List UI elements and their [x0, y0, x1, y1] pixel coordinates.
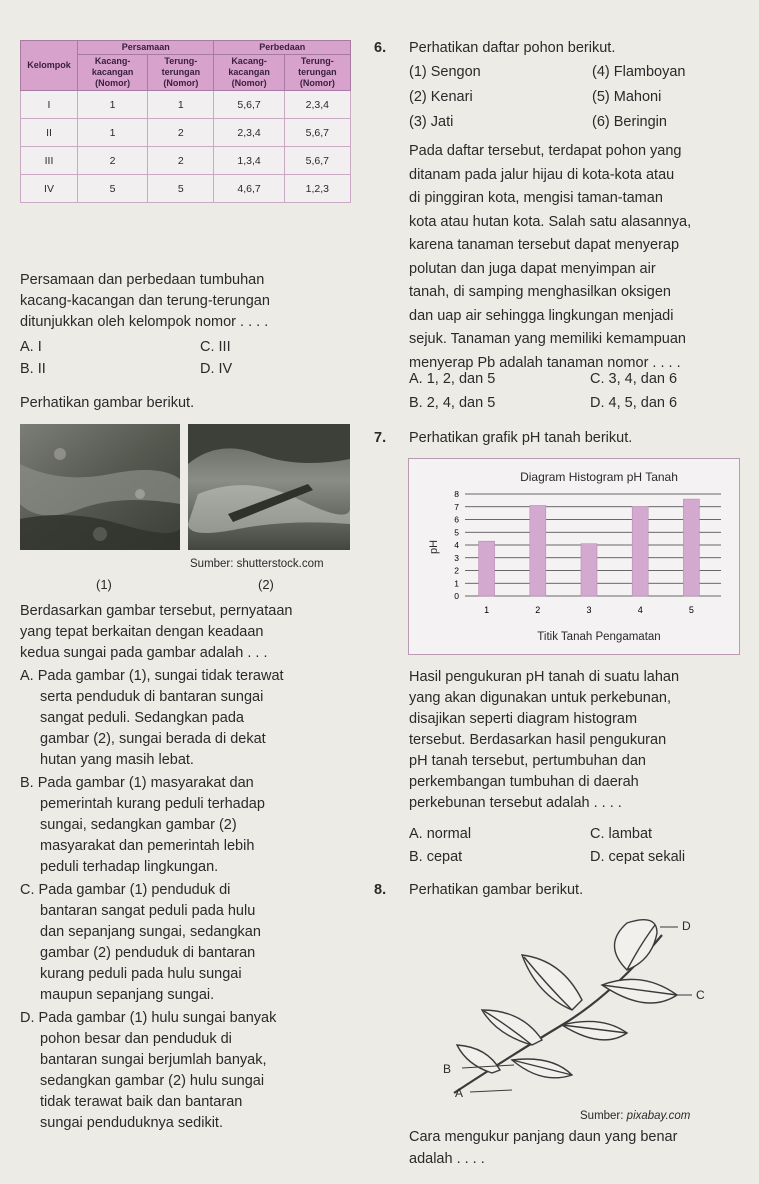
leaf — [615, 920, 658, 970]
river-photo-2 — [188, 424, 350, 550]
col-persamaan: Persamaan — [78, 41, 214, 55]
x-tick-label: 4 — [637, 605, 643, 615]
bar-3 — [581, 544, 597, 596]
rivers-option-a[interactable]: A. Pada gambar (1), sungai tidak terawat serta penduduk di bantaran sungai sangat peduli. Sedangkan pada gambar (2), sungai berada di dekat hutan yang masih lebat. — [20, 668, 284, 768]
bar-4 — [632, 507, 648, 596]
q6-option-d[interactable]: D. 4, 5, dan 6 — [590, 395, 678, 411]
y-tick-label: 6 — [454, 514, 459, 525]
tree-item: (3) Jati — [409, 114, 454, 130]
leaf-diagram — [452, 915, 714, 1110]
q7-number: 7. — [374, 430, 387, 446]
y-tick-label: 8 — [454, 489, 459, 499]
y-tick-label: 2 — [454, 565, 459, 576]
rivers-option-c[interactable]: C. Pada gambar (1) penduduk di bantaran sangat peduli pada hulu dan sepanjang sungai, sedangkan gambar (2) penduduk di bantaran kurang peduli pada hulu sungai maupun sepanjang sungai. — [20, 882, 261, 1003]
rivers-intro: Perhatikan gambar berikut. — [20, 395, 195, 411]
q6-option-a[interactable]: A. 1, 2, dan 5 — [409, 371, 496, 387]
y-tick-label: 0 — [454, 591, 459, 601]
leaf — [602, 979, 677, 1003]
q6-paragraph: Pada daftar tersebut, terdapat pohon yang ditanam pada jalur hijau di kota-kota atau di pinggiran kota, mengisi taman-taman kota atau hutan kota. Salah satu alasannya, karena tanaman tersebut dapat menyerap polutan dan juga dapat menyimpan air tanah, di samping menghasilkan oksigen dan uap air sehingga lingkungan menjadi sejuk. Tanaman yang memiliki kemampuan menyerap Pb adalah tanaman nomor . . . . — [409, 143, 692, 371]
rivers-option-d[interactable]: D. Pada gambar (1) hulu sungai banyak pohon besar dan penduduk di bantaran sungai berjumlah banyak, sedangkan gambar (2) hulu sungai tidak terawat baik dan bantaran sungai penduduknya sedikit. — [20, 1010, 277, 1131]
leaf-label-c: C — [696, 988, 705, 1002]
leaf-label-a: A — [455, 1086, 464, 1100]
y-tick-label: 5 — [454, 527, 459, 538]
leaf — [522, 955, 582, 1010]
grouping-table — [20, 40, 351, 203]
tree-item: (2) Kenari — [409, 89, 473, 105]
subcol: Terung-terungan (Nomor) — [284, 55, 350, 91]
leaf-label-b: B — [443, 1062, 452, 1076]
subcol: Kacang-kacangan (Nomor) — [214, 55, 284, 91]
q8-number: 8. — [374, 882, 387, 898]
table-row: I 1 1 5,6,7 2,3,4 — [21, 91, 351, 119]
q8-stem-2: adalah . . . . — [409, 1151, 485, 1167]
q7-option-c[interactable]: C. lambat — [590, 826, 653, 842]
table-row: II 1 2 2,3,4 5,6,7 — [21, 119, 351, 147]
leaf — [457, 1045, 500, 1073]
chart-y-label: pH — [428, 539, 440, 555]
q8-stem-1: Cara mengukur panjang daun yang benar — [409, 1129, 678, 1145]
y-tick-label: 7 — [454, 501, 459, 512]
q6-title: Perhatikan daftar pohon berikut. — [409, 40, 616, 56]
x-tick-label: 1 — [484, 605, 490, 615]
photo-label-1: (1) — [96, 577, 112, 592]
q7-title: Perhatikan grafik pH tanah berikut. — [409, 430, 633, 446]
q6-option-c[interactable]: C. 3, 4, dan 6 — [590, 371, 678, 387]
leaf — [562, 1021, 627, 1039]
leaf-label-d: D — [682, 919, 691, 933]
tree-item: (6) Beringin — [592, 114, 667, 130]
bar-2 — [530, 505, 546, 596]
q8-title: Perhatikan gambar berikut. — [409, 882, 584, 898]
table-row: IV 5 5 4,6,7 1,2,3 — [21, 175, 351, 203]
river-photo-1 — [20, 424, 180, 550]
subcol: Kacang-kacangan (Nomor) — [78, 55, 148, 91]
bar-1 — [479, 541, 495, 596]
chart-title: Diagram Histogram pH Tanah — [520, 470, 678, 484]
q6-option-b[interactable]: B. 2, 4, dan 5 — [409, 395, 496, 411]
q5-option-d[interactable]: D. IV — [200, 361, 233, 377]
leaf-source: Sumber: pixabay.com — [580, 1110, 691, 1122]
q5-option-a[interactable]: A. I — [20, 339, 42, 355]
rivers-source: Sumber: shutterstock.com — [190, 558, 324, 570]
y-tick-label: 3 — [454, 552, 459, 563]
photo-label-2: (2) — [258, 577, 274, 592]
q7-paragraph: Hasil pengukuran pH tanah di suatu lahan yang akan digunakan untuk perkebunan, disajikan seperti diagram histogram tersebut. Berdasarkan hasil pengukuran pH tanah tersebut, pertumbuhan dan perkembangan tumbuhan di daerah perkebunan tersebut adalah . . . . — [409, 669, 680, 811]
q5-stem: Persamaan dan perbedaan tumbuhan kacang-kacangan dan terung-terungan ditunjukkan oleh kelompok nomor . . . . — [20, 272, 270, 330]
tree-item: (4) Flamboyan — [592, 64, 686, 80]
q5-option-c[interactable]: C. III — [200, 339, 231, 355]
tree-item: (1) Sengon — [409, 64, 481, 80]
q5-option-b[interactable]: B. II — [20, 361, 46, 377]
q7-option-a[interactable]: A. normal — [409, 826, 472, 842]
ph-histogram — [408, 458, 740, 655]
q-rivers-stem: Berdasarkan gambar tersebut, pernyataan yang tepat berkaitan dengan keadaan kedua sungai pada gambar adalah . . . — [20, 603, 293, 661]
chart-x-label: Titik Tanah Pengamatan — [537, 631, 661, 643]
tree-item: (5) Mahoni — [592, 89, 662, 105]
q6-number: 6. — [374, 40, 387, 56]
rivers-option-b[interactable]: B. Pada gambar (1) masyarakat dan pemerintah kurang peduli terhadap sungai, sedangkan gambar (2) masyarakat dan pemerintah lebih peduli terhadap lingkungan. — [20, 775, 265, 875]
x-tick-label: 2 — [535, 605, 541, 615]
col-kelompok: Kelompok — [21, 41, 78, 91]
bar-5 — [683, 499, 699, 596]
x-tick-label: 5 — [688, 605, 694, 615]
table-row: III 2 2 1,3,4 5,6,7 — [21, 147, 351, 175]
y-tick-label: 4 — [454, 540, 459, 550]
x-tick-label: 3 — [586, 605, 592, 615]
ph-histogram-svg — [409, 459, 739, 654]
y-tick-label: 1 — [454, 578, 459, 589]
subcol: Terung-terungan (Nomor) — [148, 55, 214, 91]
q7-option-d[interactable]: D. cepat sekali — [590, 849, 686, 865]
q7-option-b[interactable]: B. cepat — [409, 849, 463, 865]
col-perbedaan: Perbedaan — [214, 41, 351, 55]
